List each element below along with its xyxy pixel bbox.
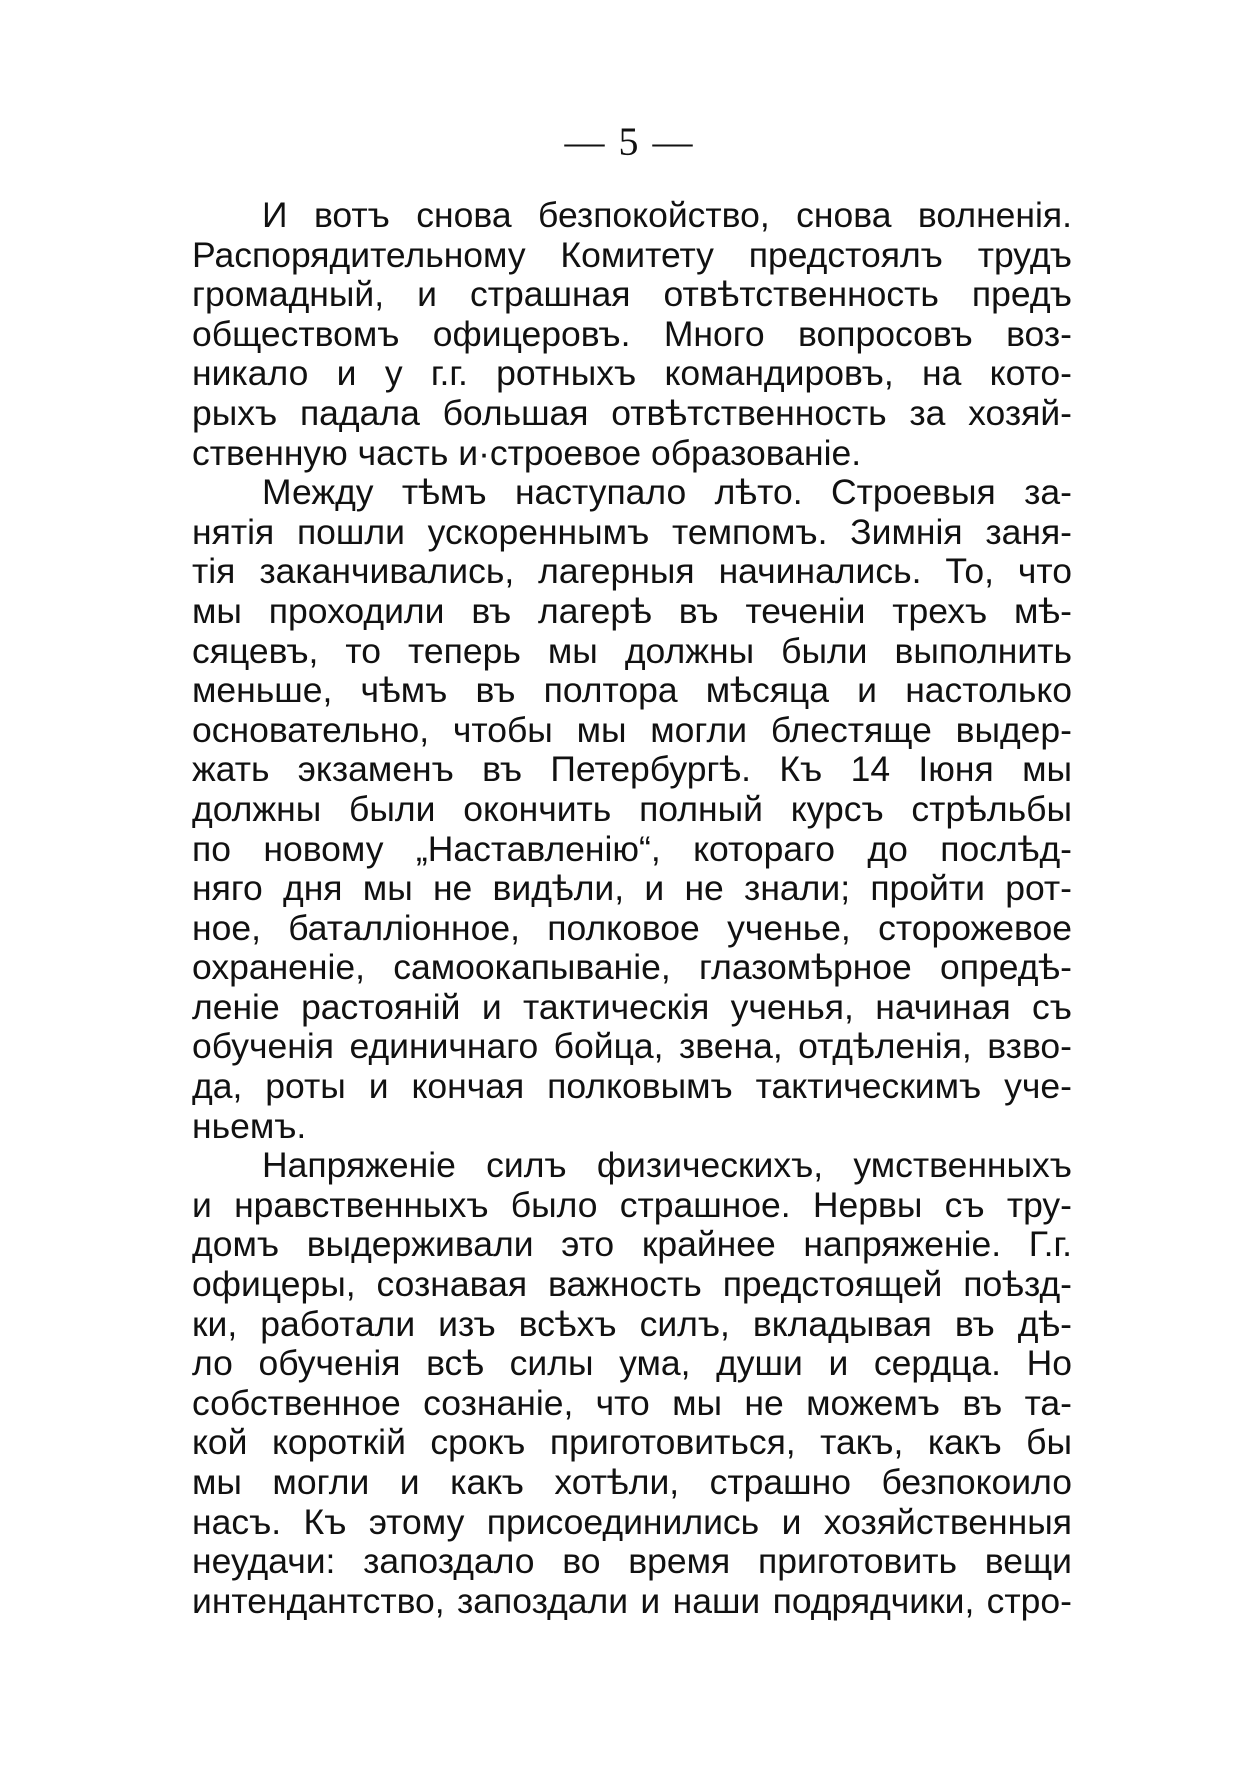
text-line: тія заканчивались, лагерныя начинались. То, что [192, 551, 1072, 592]
text-line: ки, работали изъ всѣхъ силъ, вкладывая въ дѣ- [192, 1303, 1072, 1344]
text-line: охраненіе, самоокапываніе, глазомѣрное опредѣ- [192, 947, 1072, 988]
text-line: громадный, и страшная отвѣтственность предъ [192, 274, 1072, 315]
text-line: сяцевъ, то теперь мы должны были выполнить [192, 630, 1072, 671]
paragraph-2 [192, 473, 1072, 1146]
text-line: неудачи: запоздало во время приготовить вещи [192, 1541, 1072, 1582]
text-line: домъ выдерживали это крайнее напряженіе. Г.г. [192, 1224, 1072, 1265]
text-line: ственную часть и·строевое образованіе. [192, 432, 862, 473]
text-line: основательно, чтобы мы могли блестяще выдер- [192, 709, 1072, 750]
text-line: насъ. Къ этому присоединились и хозяйственныя [192, 1501, 1072, 1542]
text-line: леніе растояній и тактическія ученья, начиная съ [192, 986, 1072, 1027]
text-line: ное, баталліонное, полковое ученье, сторожевое [192, 907, 1072, 948]
text-line: няго дня мы не видѣли, и не знали; пройти рот- [192, 868, 1072, 909]
text-line: ньемъ. [192, 1105, 307, 1146]
text-line: Между тѣмъ наступало лѣто. Строевыя за- [262, 472, 1072, 513]
text-line: должны были окончить полный курсъ стрѣльбы [192, 788, 1072, 829]
paragraph-3 [192, 1146, 1072, 1621]
text-line: Напряженіе силъ физическихъ, умственныхъ [262, 1145, 1072, 1186]
text-line: нятія пошли ускореннымъ темпомъ. Зимнія заня- [192, 511, 1072, 552]
text-line: по новому „Наставленію“, котораго до послѣд- [192, 828, 1072, 869]
text-line: кой короткій срокъ приготовиться, такъ, какъ бы [192, 1422, 1072, 1463]
paragraph-1 [192, 196, 1072, 473]
text-line: И вотъ снова безпокойство, снова волненія. [262, 195, 1072, 235]
text-line: и нравственныхъ было страшное. Нервы съ тру- [192, 1184, 1072, 1225]
text-line: меньше, чѣмъ въ полтора мѣсяца и настолько [192, 670, 1072, 711]
page-number: — 5 — [564, 119, 695, 164]
text-line: мы могли и какъ хотѣли, страшно безпокоило [192, 1462, 1072, 1502]
text-line: обученія единичнаго бойца, звена, отдѣленія, взво- [192, 1026, 1072, 1067]
text-line: да, роты и кончая полковымъ тактическимъ уче- [192, 1066, 1072, 1107]
text-line: офицеры, сознавая важность предстоящей поѣзд- [192, 1264, 1072, 1305]
body-text [192, 196, 1072, 1621]
text-line: собственное сознаніе, что мы не можемъ въ та- [192, 1382, 1072, 1423]
text-line: ло обученія всѣ силы ума, души и сердца. Но [192, 1343, 1072, 1384]
text-line: мы проходили въ лагерѣ въ теченіи трехъ мѣ- [192, 590, 1072, 631]
text-line: рыхъ падала большая отвѣтственность за хозяй- [192, 392, 1072, 433]
text-line: жать экзаменъ въ Петербургѣ. Къ 14 Іюня мы [192, 749, 1072, 790]
text-line: интендантство, запоздали и наши подрядчики, стро- [192, 1580, 1072, 1621]
text-line: обществомъ офицеровъ. Много вопросовъ воз- [192, 313, 1072, 354]
text-line: никало и у г.г. ротныхъ командировъ, на кото- [192, 353, 1072, 394]
text-line: Распорядительному Комитету предстоялъ трудъ [192, 234, 1072, 275]
